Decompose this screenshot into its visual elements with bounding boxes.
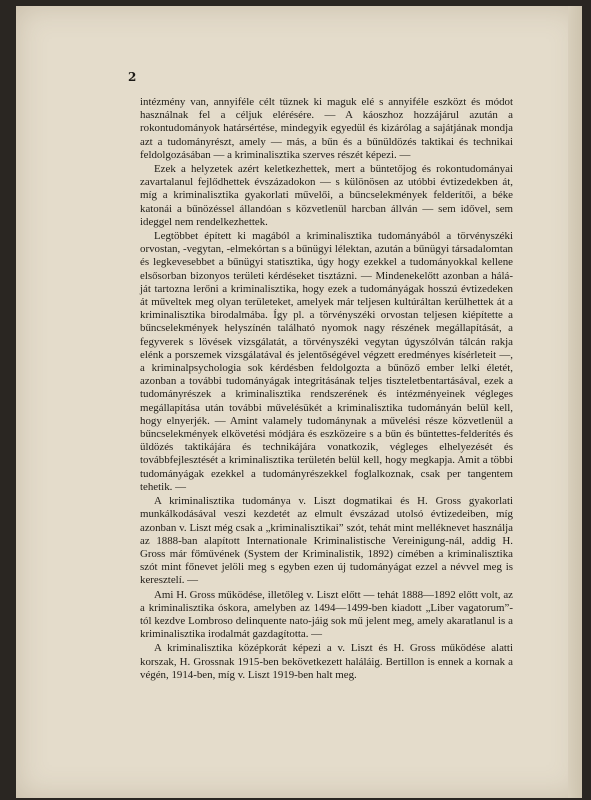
paragraph-4: A kriminalisztika tudománya v. Liszt dogmatikai és H. Gross gyakorlati munkálkodásával veszi kezdetét az elmult évszázad utolsó évtizedeiben, míg azonban v. Liszt még csak a „kriminalisztikai” szót, tehát mint melléknevet használja az 1888-ban alapított Internationale Kriminalistische Vereinigung-nál, addig H. Gross már főművének (System der Kriminalistik, 1892) címében a kriminalisztika szót mint főnevet jelöli meg s egyben ezen új tudományágat ezzel a névvel meg is keresztelí. — [140, 495, 513, 587]
body-text [140, 96, 513, 682]
paragraph-3: Legtöbbet épített ki magából a kriminalisztika tudományából a törvényszéki orvostan, -vegytan, -elmekórtan s a bűnügyi lélektan, azután a bűnügyi társadalomtan és legkevesebbet a bűnügyi statisztika, úgy hogy ezekkel a tudományokkal kellene elsősorban bizonyos területi kérdéseket tisztázni. — Mindenekelőtt azonban a hálá-ját tartozna lerőni a kriminalisztika, hogy ezek a tudományágak hosszú évtizedeken át műveltek meg olyan területeket, amelyek már teljesen kultúráltan kerülhettek át a kriminalisztika birodalmába. Így pl. a törvényszéki orvostan teljesen kiépítette a bűncselekmények helyszínén található nyomok nagy részének megállapítását, a fegyverek s lövések vizsgálatát, a törvényszéki vegytan úgyszólván tálcán rakja elénk a porszemek vizsgálatával és jelentőségével végzett eredményes kísérleteit —, a kriminalpsychologia sok kérdésben feldolgozta a bűnöző ember lelki életét, azonban a további tudományágak integritásának teljes tiszteletbentartásával, ezek a tudományrészek a kriminalisztika rendszerének és intézményeinek végleges megállapítása után további művelésükét a kriminalisztika tudományán belül kell, hogy elnyerjék. — Amint valamely tudománynak a művelési része közvetlenül a bűncselekmények elkövetési módjára és eszközeire s a bűn és bűntettes-felderítés és üldözés taktikájára és technikájára vonatkozik, végleges elhelyezését és továbbfejlesztését a kriminalisztika területén belül kell, hogy megkapja. Amit a többi tudományágak ezekkel a tudományrészekkel foglalkoznak, csak per tangentem tehetik. — [140, 230, 513, 493]
paragraph-6: A kriminalisztika középkorát képezi a v. Liszt és H. Gross működése alatti korszak, H. Grossnak 1915-ben bekövetkezett haláláig. Bertillon is ennek a kornak a végén, 1914-ben, míg v. Liszt 1919-ben halt meg. [140, 642, 513, 681]
page-fold-edge [568, 6, 582, 798]
paragraph-2: Ezek a helyzetek azért keletkezhettek, mert a büntetőjog és rokontudományai zavartalanul fejlődhettek évszázadokon — s különösen az utóbbi évtizedekben át, míg a kriminalisztika gyakorlati művelői, a bűncselekmények felderítői, a béke katonái a bűnözéssel állandóan s közvetlenül harcban állván — sem idővel, sem ideggel nem rendelkezhettek. [140, 163, 513, 228]
paragraph-1: intézmény van, annyiféle célt tűznek ki maguk elé s annyiféle eszközt és módot használnak fel a céljuk elérésére. — A káoszhoz hozzájárul azután a rokontudományok határsértése, mindegyik egyedül és kizárólag a sajátjának mondja azt a tudományrészt, amely — más, a bűn és a bűnüldözés taktikai és technikai feldolgozásában — a kriminalisztika szerves részét képezi. — [140, 96, 513, 161]
page-number: 2 [128, 70, 137, 84]
paragraph-5: Ami H. Gross működése, illetőleg v. Liszt előtt — tehát 1888—1892 előtt volt, az a kriminalisztika óskora, amelyben az 1494—1499-ben kiadott „Liber vagatorum”-tól kezdve Lombroso delinquente nato-jáig sok mű jelent meg, amely akaratlanul is a kriminalisztika irodalmát gazdagította. — [140, 588, 513, 641]
